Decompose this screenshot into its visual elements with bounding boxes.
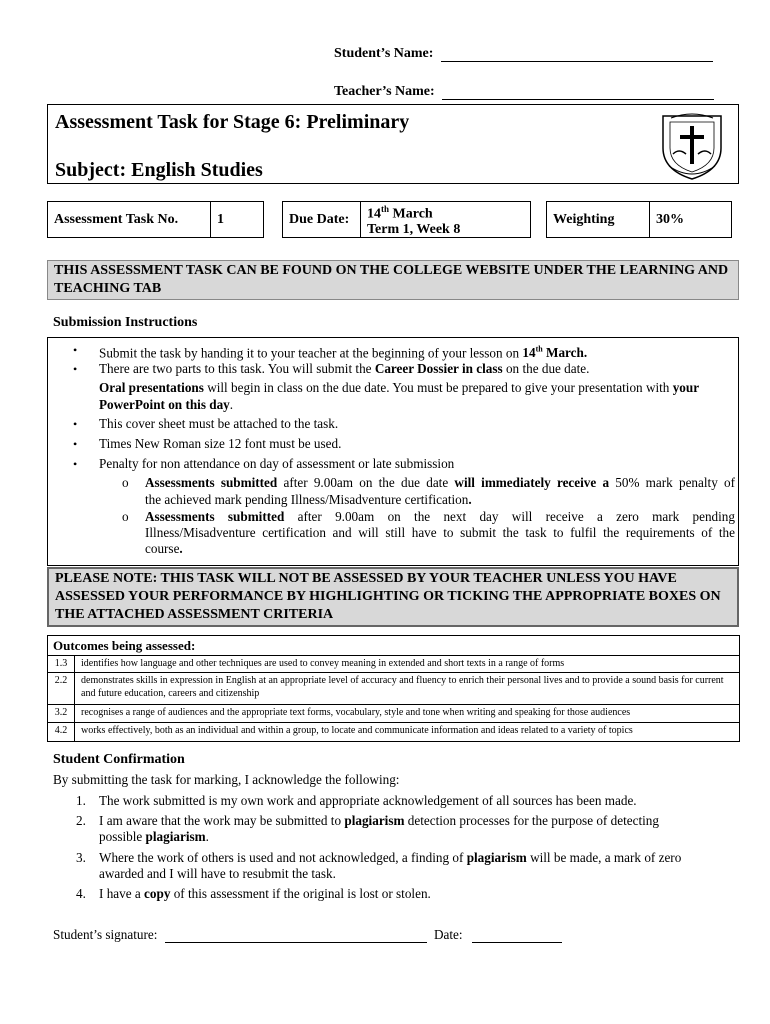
- penalty-next-day-cont: Illness/Misadventure certification and will still have to submit the task to fulfil the requirements of the: [145, 525, 735, 540]
- confirmation-number: 3.: [76, 850, 86, 865]
- bullet-icon: •: [73, 343, 78, 357]
- weighting-label: Weighting: [547, 202, 650, 237]
- teacher-name-row: [334, 84, 714, 100]
- instruction-3: This cover sheet must be attached to the task.: [99, 416, 339, 431]
- weighting-value: 30%: [656, 211, 684, 227]
- date-label: Date:: [434, 927, 463, 942]
- confirmation-number: 2.: [76, 813, 86, 828]
- confirmation-heading: Student Confirmation: [53, 752, 185, 767]
- confirmation-item-2-cont: possible plagiarism.: [99, 829, 209, 844]
- signature-row: [53, 927, 562, 943]
- task-number-box: [47, 201, 264, 238]
- due-date-box: [282, 201, 531, 238]
- task-number-value: 1: [217, 211, 224, 227]
- bullet-icon: •: [73, 437, 78, 451]
- bullet-icon: •: [73, 362, 78, 376]
- instruction-4: Times New Roman size 12 font must be used.: [99, 436, 342, 451]
- weighting-box: [546, 201, 732, 238]
- signature-field[interactable]: [165, 929, 427, 943]
- subject-title: Subject: English Studies: [55, 159, 263, 181]
- penalty-next-day-end: course.: [145, 541, 183, 556]
- page-title: Assessment Task for Stage 6: Preliminary: [55, 111, 410, 133]
- confirmation-item-2: I am aware that the work may be submitted to plagiarism detection processes for the purpose of detecting: [99, 813, 659, 828]
- outcome-row: [48, 722, 739, 742]
- outcomes-heading: Outcomes being assessed:: [53, 638, 196, 653]
- outcome-code: 4.2: [48, 723, 75, 742]
- teacher-name-label: Teacher’s Name:: [334, 84, 435, 99]
- outcome-text: recognises a range of audiences and the appropriate text forms, vocabulary, style and tone when writing and speaking for those audiences: [81, 707, 631, 718]
- teacher-name-field[interactable]: [442, 85, 714, 100]
- penalty-same-day: Assessments submitted after 9.00am on the due date will immediately receive a 50% mark penalty of: [145, 475, 735, 490]
- confirmation-intro: By submitting the task for marking, I acknowledge the following:: [53, 772, 400, 787]
- bullet-icon: •: [73, 457, 78, 471]
- website-notice-banner: THIS ASSESSMENT TASK CAN BE FOUND ON THE COLLEGE WEBSITE UNDER THE LEARNING AND TEACHING TAB: [47, 260, 739, 300]
- title-box: [47, 104, 739, 184]
- outcome-text: identifies how language and other techniques are used to convey meaning in extended and short texts in a range of forms: [81, 658, 565, 669]
- instruction-1: Submit the task by handing it to your teacher at the beginning of your lesson on 14th March.: [99, 345, 588, 361]
- instruction-2-oral-cont: PowerPoint on this day.: [99, 397, 234, 412]
- confirmation-item-4: I have a copy of this assessment if the original is lost or stolen.: [99, 886, 431, 901]
- due-date-value: 14th March Term 1, Week 8: [367, 203, 461, 238]
- due-date-label: Due Date:: [283, 202, 361, 237]
- outcome-code: 3.2: [48, 705, 75, 723]
- sub-bullet-icon: o: [122, 509, 129, 524]
- confirmation-item-1: The work submitted is my own work and appropriate acknowledgement of all sources has been made.: [99, 793, 637, 808]
- student-name-row: [334, 46, 713, 62]
- submission-heading: Submission Instructions: [53, 315, 198, 330]
- instruction-5: Penalty for non attendance on day of assessment or late submission: [99, 456, 455, 471]
- task-number-label: Assessment Task No.: [48, 202, 211, 237]
- student-name-label: Student’s Name:: [334, 46, 434, 61]
- confirmation-item-3: Where the work of others is used and not acknowledged, a finding of plagiarism will be made, a mark of zero: [99, 850, 682, 865]
- penalty-next-day: Assessments submitted after 9.00am on the next day will receive a zero mark pending: [145, 509, 735, 524]
- assessment-note-banner: PLEASE NOTE: THIS TASK WILL NOT BE ASSESSED BY YOUR TEACHER UNLESS YOU HAVE ASSESSED YOUR PERFORMANCE BY HIGHLIGHTING OR TICKING THE APPROPRIATE BOXES ON THE ATTACHED ASSESSMENT CRITERIA: [47, 567, 739, 627]
- student-name-field[interactable]: [441, 47, 713, 62]
- outcome-row: [48, 672, 739, 705]
- outcomes-table: [47, 635, 740, 742]
- confirmation-number: 4.: [76, 886, 86, 901]
- signature-label: Student’s signature:: [53, 927, 158, 942]
- outcome-row: [48, 655, 739, 673]
- outcome-code: 2.2: [48, 673, 75, 705]
- date-field[interactable]: [472, 929, 562, 943]
- confirmation-number: 1.: [76, 793, 86, 808]
- outcome-text: works effectively, both as an individual and within a group, to locate and communicate information and ideas related to a variety of topics: [81, 725, 633, 736]
- confirmation-item-3-cont: awarded and I will have to resubmit the task.: [99, 866, 336, 881]
- penalty-same-day-cont: the achieved mark pending Illness/Misadventure certification.: [145, 492, 472, 507]
- outcome-code: 1.3: [48, 656, 75, 673]
- instruction-2: There are two parts to this task. You will submit the Career Dossier in class on the due date.: [99, 361, 590, 376]
- college-crest-icon: [653, 108, 731, 182]
- bullet-icon: •: [73, 417, 78, 431]
- sub-bullet-icon: o: [122, 475, 129, 490]
- outcome-text: demonstrates skills in expression in English at an appropriate level of accuracy and fluency to enrich their personal lives and to provide a sound basis for current and future education, careers and citizenship: [81, 675, 724, 699]
- outcome-row: [48, 704, 739, 723]
- instruction-2-oral: Oral presentations will begin in class on the due date. You must be prepared to give your presentation with your: [99, 380, 700, 395]
